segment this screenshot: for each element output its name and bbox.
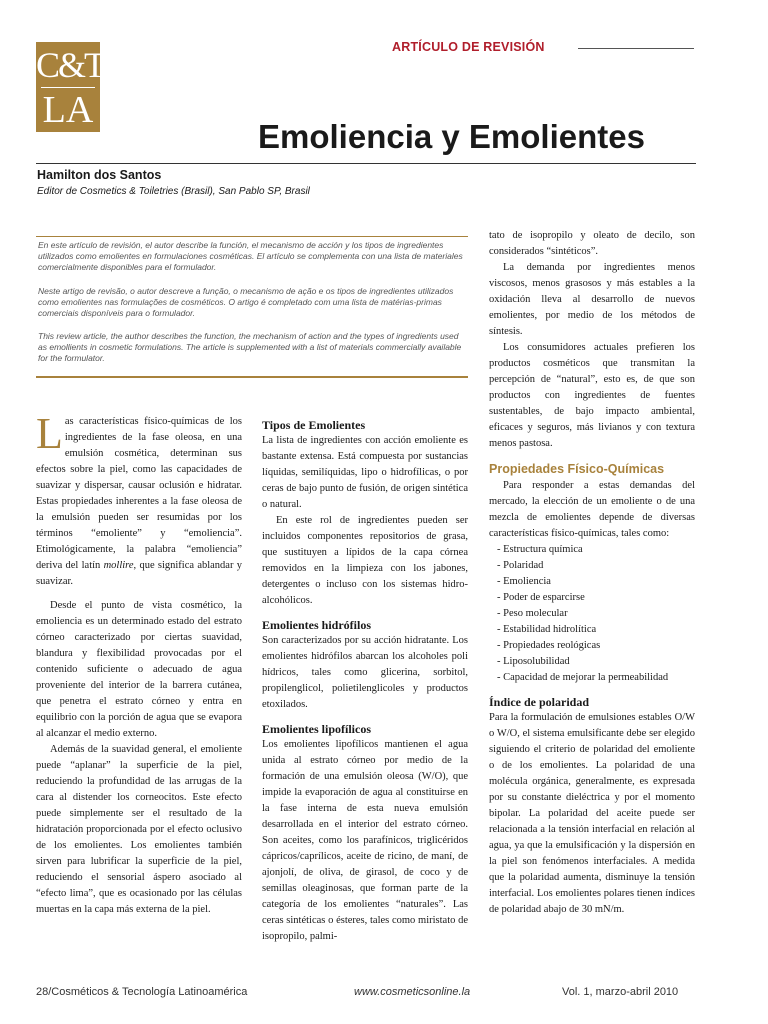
drop-cap: L [36, 409, 63, 458]
paragraph: Desde el punto de vista cosmético, la emoliencia es un determinado estado del estrato córneo caracterizado por ciertas suavidad, blandura y flexibilidad provocadas por el contenido suficiente o adecuado de agua proveniente del interior de la barrera cutánea, que penetra el estrato córneo y entra en equilibrio con la porción de agua que se evapora al alcanzar el medio externo. [36, 600, 242, 739]
journal-logo [36, 42, 105, 132]
logo-divider [41, 87, 95, 88]
author-name: Hamilton dos Santos [37, 168, 162, 182]
paragraph: Para responder a estas demandas del mercado, la elección de un emoliente o de una mezcla de emolientes depende de diversas características físico-químicas, tales como: [489, 480, 695, 539]
paragraph: tato de isopropilo y oleato de decilo, son considerados “sintéticos”. [489, 230, 695, 257]
list-item: - Estabilidad hidrolítica [497, 624, 597, 635]
abstract-es: En este artículo de revisión, el autor describe la función, el mecanismo de acción y los tipos de ingredientes utilizados como emolientes en formulaciones cosméticas. El artículo se complementa con una lista de materiales comercialmente disponibles para el formulador. [38, 240, 463, 272]
abstract-bottom-rule [36, 376, 468, 378]
section-label: ARTÍCULO DE REVISIÓN [392, 40, 545, 54]
author-affiliation: Editor de Cosmetics & Toiletries (Brasil), San Pablo SP, Brasil [37, 186, 310, 197]
section-rule [578, 48, 694, 49]
list-item: - Capacidad de mejorar la permeabilidad [497, 672, 669, 683]
column-3 [489, 228, 695, 918]
paragraph: La demanda por ingredientes menos viscosos, menos grasosos y más estables a la oxidación lleva al desarrollo de nuevos emolientes, por medio de los métodos de síntesis. [489, 262, 695, 337]
paragraph: La lista de ingredientes con acción emoliente es bastante extensa. Está compuesta por sustancias líquidas, semilíquidas, lipo o hidrofílicas, o por ceras de bajo punto de fusión, de origen sintética o natural. [262, 435, 468, 510]
list-item: - Liposolubilidad [497, 656, 570, 667]
logo-line-1: C&T [36, 45, 105, 85]
paragraph: Para la formulación de emulsiones estables O/W o W/O, el sistema emulsificante debe ser elegido siguiendo el criterio de polaridad del emoliente o de los emolientes. La polaridad de una molécula orgánica, generalmente, es expresada por su constante dieléctrica y por el momento bipolar. La polaridad del aceite puede ser relacionada a la tensión interfacial en relación al agua, ya que la emulsificación y la dispersión en la piel son fenómenos interfaciales. A medida que la polaridad aumenta, disminuye la tensión interfacial. Los emolientes polares tienen índices de polaridad abajo de 30 mN/m. [489, 712, 695, 915]
column-2 [262, 417, 468, 945]
list-item: - Propiedades reológicas [497, 640, 601, 651]
heading-propiedades: Propiedades Físico-Químicas [489, 462, 665, 476]
footer-page-info: 28/Cosméticos & Tecnología Latinoamérica [36, 986, 248, 998]
heading-polaridad: Índice de polaridad [489, 695, 590, 709]
paragraph: Los emolientes lipofílicos mantienen el agua unida al estrato córneo por medio de la formación de una emulsión oleosa (W/O), que impide la evaporación de agua al constituirse en la fase interna de esta nueva emulsión desarrollada en el interior del estrato córneo. Son aceites, como los parafínicos, triglicéridos cápricos/caprílicos, aceite de ricino, de maní, de ajonjolí, de oliva, de girasol, de coco y de semillas oleaginosas, que forman parte de la categoría de los emolientes “naturales”. Las ceras sintéticas o ésteres, tales como miristato de isopropilo, palmi- [262, 739, 468, 942]
logo-line-2: LA [42, 89, 94, 131]
paragraph: Además de la suavidad general, el emoliente puede “aplanar” la superficie de la piel, reduciendo la profundidad de las arrugas de la cara al distender los corneocitos. Este efecto puede simplemente ser el resultado de la hidratación proporcionada por el efecto oclusivo de los emolientes. Los emolientes también sirven para lubrificar la superficie de la piel, reduciendo el sensorial áspero asociado al “efecto lima”, que es ocasionado por las células muertas en la capa más externa de la piel. [36, 744, 242, 915]
footer-website: www.cosmeticsonline.la [354, 986, 471, 998]
properties-list [489, 542, 695, 686]
heading-hidrofilos: Emolientes hidrófilos [262, 618, 372, 632]
paragraph: Los consumidores actuales prefieren los productos cosméticos que transmitan la percepción de “natural”, esto es, de que son productos con ingredientes de fuentes sustentables, de bajo impacto ambiental, eficaces y seguros, más livianos y con textura menos pastosa. [489, 342, 695, 449]
heading-lipofilicos: Emolientes lipofílicos [262, 722, 371, 736]
list-item: - Poder de esparcirse [497, 592, 585, 603]
paragraph: En este rol de ingredientes pueden ser incluidos componentes repositorios de grasa, que sustituyen a lípidos de la capa córnea removidos en la limpieza con los jabones, detergentes o incluso con los sistemas hidro-alcohólicos. [262, 515, 468, 606]
column-1 [36, 409, 242, 918]
abstract-pt: Neste artigo de revisão, o autor descreve a função, o mecanismo de ação e os tipos de ingredientes utilizados como emolientes nas formulações de cosméticos. O artigo é completado com uma lista de matérias-primas comerciais disponíveis para o formulador. [38, 286, 454, 318]
abstract-en: This review article, the author describes the function, the mechanism of action and the types of ingredients used as emollients in cosmetic formulations. The article is supplemented with a list of materials commercially available for the formulator. [38, 331, 462, 363]
intro-paragraph: Las características físico-químicas de los ingredientes de la fase oleosa, en una emulsión cosmética, determinan sus efectos sobre la piel, como las capacidades de suavizar y dispersar, causar oclusión e hidratar. Estas propiedades inherentes a la fase oleosa de la emulsión pueden ser resumidas por los términos “emoliente” y “emoliencia”. Etimológicamente, la palabra “emoliencia” deriva del latín mollire, que significa ablandar y suavizar. [36, 409, 242, 587]
list-item: - Estructura química [497, 544, 583, 555]
footer-issue: Vol. 1, marzo-abril 2010 [562, 986, 679, 998]
article-title: Emoliencia y Emolientes [258, 118, 645, 155]
paragraph: Son caracterizados por su acción hidratante. Los emolientes hidrófilos abarcan los alcoholes poli hídricos, tales como glicerina, sorbitol, propilenglicol, polietilenglicoles y productos etoxilados. [262, 635, 468, 710]
title-rule [36, 163, 696, 164]
list-item: - Emoliencia [497, 576, 551, 587]
abstract-top-rule [36, 236, 468, 237]
abstract-box [36, 236, 468, 378]
list-item: - Peso molecular [497, 608, 568, 619]
heading-tipos: Tipos de Emolientes [262, 418, 366, 432]
list-item: - Polaridad [497, 560, 544, 571]
